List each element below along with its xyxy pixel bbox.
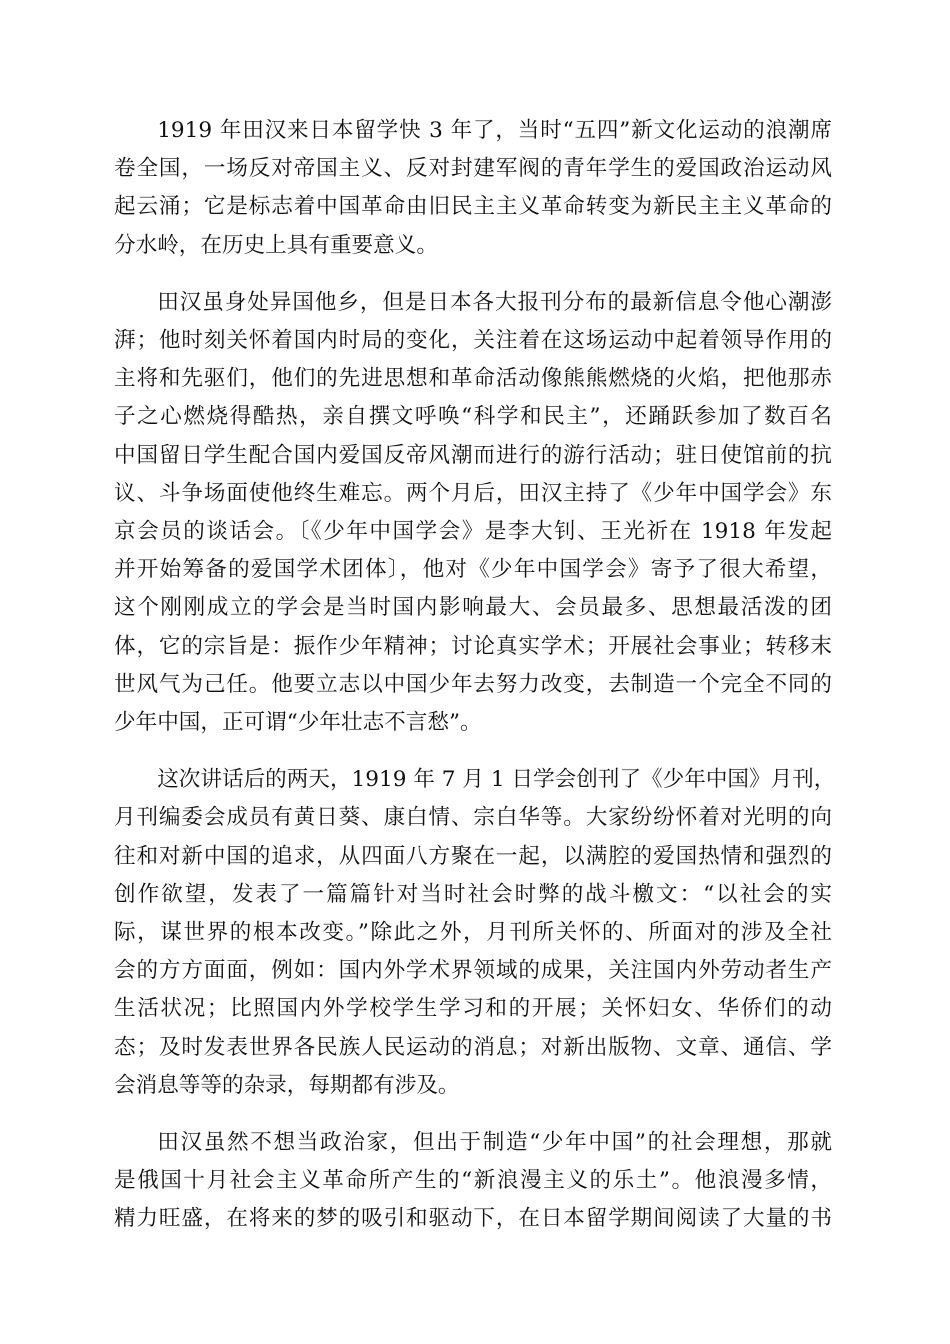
paragraph-line: 会的方方面面，例如：国内外学术界领域的成果，关注国内外劳动者生产 <box>114 958 832 984</box>
paragraph-line: 田汉虽身处异国他乡，但是日本各大报刊分布的最新信息令他心潮澎 <box>157 289 832 315</box>
paragraph-line: 1919 年田汉来日本留学快 3 年了，当时“五四”新文化运动的浪潮席 <box>157 118 832 143</box>
paragraph-line: 起云涌；它是标志着中国革命由旧民主主义革命转变为新民主主义革命的 <box>114 194 832 220</box>
paragraph-line: 中国留日学生配合国内爱国反帝风潮而进行的游行活动；驻日使馆前的抗 <box>114 442 832 468</box>
paragraph-line: 这个刚刚成立的学会是当时国内影响最大、会员最多、思想最活泼的团 <box>114 595 832 621</box>
paragraph-line: 月刊编委会成员有黄日葵、康白情、宗白华等。大家纷纷怀着对光明的向 <box>114 805 832 831</box>
paragraph-3 <box>114 761 836 1105</box>
paragraph-line: 际，谋世界的根本改变。”除此之外，月刊所关怀的、所面对的涉及全社 <box>114 920 832 946</box>
paragraph-2 <box>114 284 832 742</box>
paragraph-line: 并开始筹备的爱国学术团体〕，他对《少年中国学会》寄予了很大希望， <box>114 557 832 583</box>
paragraph-line: 是俄国十月社会主义革命所产生的“新浪漫主义的乐土”。他浪漫多情， <box>114 1168 832 1194</box>
paragraph-line: 议、斗争场面使他终生难忘。两个月后，田汉主持了《少年中国学会》东 <box>114 480 832 506</box>
paragraph-line: 田汉虽然不想当政治家，但出于制造“少年中国”的社会理想，那就 <box>157 1130 832 1156</box>
paragraph-line: 生活状况；比照国内外学校学生学习和的开展；关怀妇女、华侨们的动 <box>114 996 832 1022</box>
document-body <box>114 112 836 1258</box>
paragraph-line: 这次讲话后的两天，1919 年 7 月 1 日学会创刊了《少年中国》月刊， <box>157 767 836 793</box>
paragraph-line: 分水岭，在历史上具有重要意义。 <box>114 232 438 258</box>
paragraph-line: 湃；他时刻关怀着国内时局的变化，关注着在这场运动中起着领导作用的 <box>114 328 832 354</box>
paragraph-line: 往和对新中国的追求，从四面八方聚在一起，以满腔的爱国热情和强烈的 <box>114 843 832 869</box>
paragraph-line: 体，它的宗旨是：振作少年精神；讨论真实学术；开展社会事业；转移末 <box>114 633 832 659</box>
paragraph-line: 主将和先驱们，他们的先进思想和革命活动像熊熊燃烧的火焰，把他那赤 <box>114 366 832 392</box>
paragraph-line: 卷全国，一场反对帝国主义、反对封建军阀的青年学生的爱国政治运动风 <box>114 156 832 182</box>
paragraph-4 <box>114 1124 832 1239</box>
paragraph-line: 少年中国，正可谓“少年壮志不言愁”。 <box>114 710 482 736</box>
paragraph-line: 精力旺盛，在将来的梦的吸引和驱动下，在日本留学期间阅读了大量的书 <box>114 1206 832 1232</box>
paragraph-line: 京会员的谈话会。〔《少年中国学会》是李大钊、王光祈在 1918 年发起 <box>114 519 832 545</box>
paragraph-1 <box>114 112 832 265</box>
paragraph-line: 世风气为己任。他要立志以中国少年去努力改变，去制造一个完全不同的 <box>114 671 832 697</box>
paragraph-line: 会消息等等的杂录，每期都有涉及。 <box>114 1072 460 1098</box>
paragraph-line: 子之心燃烧得酷热，亲自撰文呼唤“科学和民主”，还踊跃参加了数百名 <box>114 404 832 430</box>
paragraph-line: 态；及时发表世界各民族人民运动的消息；对新出版物、文章、通信、学 <box>114 1034 832 1060</box>
paragraph-line: 创作欲望，发表了一篇篇针对当时社会时弊的战斗檄文：“以社会的实 <box>114 881 832 907</box>
